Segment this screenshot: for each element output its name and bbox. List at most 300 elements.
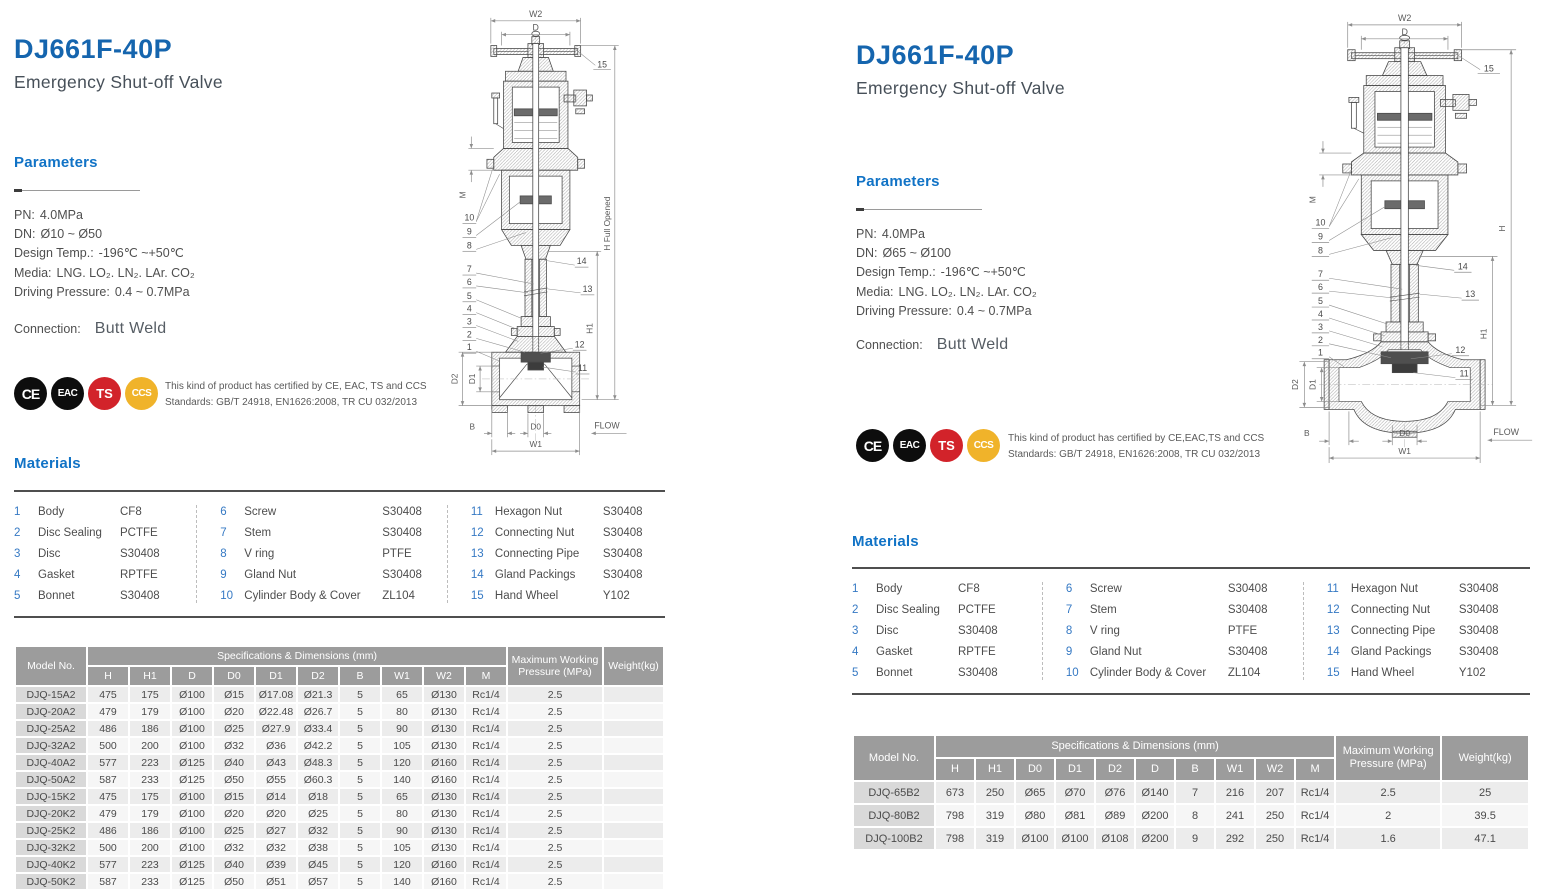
material-item: 6 Screw S30408 bbox=[220, 506, 422, 518]
drawing-label: D bbox=[1401, 26, 1408, 37]
certification-badges bbox=[856, 429, 1000, 462]
col-header-dim: B bbox=[340, 667, 380, 685]
cell-dim: 175 bbox=[130, 687, 170, 702]
col-header-weight: Weight(kg) bbox=[1442, 736, 1528, 780]
cell-dim: 8 bbox=[1176, 805, 1214, 826]
cell-pressure: 2.5 bbox=[1336, 782, 1440, 803]
cell-dim: 587 bbox=[88, 772, 128, 787]
col-header-dim: M bbox=[1296, 759, 1334, 780]
page-title: DJ661F-40P bbox=[14, 34, 173, 64]
drawing-label: 11 bbox=[1459, 368, 1469, 379]
cell-dim: Ø70 bbox=[1056, 782, 1094, 803]
material-item: 15 Hand Wheel Y102 bbox=[1326, 667, 1486, 679]
col-header-dim: W2 bbox=[424, 667, 464, 685]
material-item: 7 Stem S30408 bbox=[220, 527, 422, 539]
material-item: 11 Hexagon Nut S30408 bbox=[1326, 583, 1499, 595]
table-row bbox=[16, 874, 663, 889]
cell-pressure: 2.5 bbox=[508, 874, 602, 889]
cell-dim: Ø43 bbox=[256, 755, 296, 770]
cell-dim: 319 bbox=[976, 805, 1014, 826]
cell-dim: Ø100 bbox=[172, 721, 212, 736]
drawing-label: M bbox=[1307, 196, 1318, 204]
drawing-label: H1 bbox=[1478, 328, 1489, 340]
parameters-heading: Parameters bbox=[856, 173, 940, 190]
cell-weight: 25 bbox=[1442, 782, 1528, 803]
cell-dim: Rc1/4 bbox=[466, 704, 506, 719]
cell-dim: 200 bbox=[130, 738, 170, 753]
cell-weight bbox=[604, 840, 663, 855]
drawing-label: FLOW bbox=[1493, 427, 1520, 438]
cell-dim: Ø32 bbox=[256, 840, 296, 855]
cell-weight bbox=[604, 738, 663, 753]
cell-dim: 140 bbox=[382, 874, 422, 889]
cell-dim: Ø40 bbox=[214, 857, 254, 872]
cell-dim: Ø20 bbox=[256, 806, 296, 821]
cell-dim: Rc1/4 bbox=[1296, 782, 1334, 803]
cell-dim: Ø60.3 bbox=[298, 772, 338, 787]
cell-model: DJQ-32K2 bbox=[16, 840, 86, 855]
valve-drawing bbox=[1287, 8, 1547, 470]
col-header-dim: D1 bbox=[1056, 759, 1094, 780]
cell-dim: 5 bbox=[340, 857, 380, 872]
spec-table-host bbox=[852, 734, 1530, 851]
drawing-label: M bbox=[457, 191, 468, 199]
table-row bbox=[16, 806, 663, 821]
material-item: 10 Cylinder Body & Cover ZL104 bbox=[1065, 667, 1261, 679]
cell-pressure: 2.5 bbox=[508, 687, 602, 702]
drawing-label: D0 bbox=[1399, 428, 1411, 439]
col-header-dim: H bbox=[936, 759, 974, 780]
drawing-label: W1 bbox=[529, 439, 542, 450]
material-item: 12 Connecting Nut S30408 bbox=[1326, 604, 1499, 616]
cell-dim: Ø50 bbox=[214, 874, 254, 889]
cell-dim: 479 bbox=[88, 704, 128, 719]
cell-dim: 140 bbox=[382, 772, 422, 787]
col-header-dim: D bbox=[172, 667, 212, 685]
certification-text: This kind of product has certified by CE,EAC,TS and CCS Standards: GB/T 24918, EN1626:2008, TR CU 032/2013 bbox=[1008, 433, 1265, 460]
page-subtitle: Emergency Shut-off Valve bbox=[856, 78, 1065, 98]
cell-pressure: 2.5 bbox=[508, 840, 602, 855]
connection-line: Connection: Butt Weld bbox=[14, 320, 167, 337]
cell-dim: Ø200 bbox=[1136, 805, 1174, 826]
materials-column bbox=[447, 505, 665, 603]
cell-dim: Ø100 bbox=[172, 823, 212, 838]
cell-dim: Ø15 bbox=[214, 789, 254, 804]
material-item: 5 Bonnet S30408 bbox=[14, 590, 160, 602]
drawing-label: 4 bbox=[466, 303, 472, 314]
cell-dim: Rc1/4 bbox=[466, 738, 506, 753]
col-header-weight: Weight(kg) bbox=[604, 647, 663, 685]
drawing-label: 1 bbox=[1317, 347, 1323, 358]
drawing-label: D0 bbox=[530, 421, 542, 432]
cell-weight bbox=[604, 704, 663, 719]
cell-dim: Ø51 bbox=[256, 874, 296, 889]
cell-dim: 7 bbox=[1176, 782, 1214, 803]
cell-dim: 233 bbox=[130, 772, 170, 787]
cell-dim: Ø130 bbox=[424, 704, 464, 719]
cell-dim: Ø22.48 bbox=[256, 704, 296, 719]
cell-dim: 80 bbox=[382, 704, 422, 719]
cell-dim: 223 bbox=[130, 755, 170, 770]
cell-dim: 5 bbox=[340, 772, 380, 787]
cell-dim: 577 bbox=[88, 755, 128, 770]
cell-dim: Ø130 bbox=[424, 687, 464, 702]
cell-dim: 65 bbox=[382, 687, 422, 702]
material-item: 15 Hand Wheel Y102 bbox=[470, 590, 630, 602]
ts-badge-icon: TS bbox=[88, 377, 121, 410]
drawing-label: B bbox=[469, 421, 476, 432]
col-header-dim: W1 bbox=[382, 667, 422, 685]
cell-weight bbox=[604, 789, 663, 804]
param-line: DN: Ø65 ~ Ø100 bbox=[856, 246, 951, 261]
cell-dim: 200 bbox=[130, 840, 170, 855]
cell-weight bbox=[604, 772, 663, 787]
drawing-label: 5 bbox=[466, 290, 472, 301]
col-header-dim: M bbox=[466, 667, 506, 685]
table-row bbox=[16, 721, 663, 736]
cell-dim: 673 bbox=[936, 782, 974, 803]
cell-dim: Ø100 bbox=[172, 806, 212, 821]
param-line: Driving Pressure: 0.4 ~ 0.7MPa bbox=[14, 284, 190, 299]
cell-dim: Ø100 bbox=[172, 789, 212, 804]
cell-dim: 9 bbox=[1176, 828, 1214, 849]
cell-dim: Ø21.3 bbox=[298, 687, 338, 702]
cell-weight: 47.1 bbox=[1442, 828, 1528, 849]
table-row bbox=[16, 738, 663, 753]
cell-dim: 250 bbox=[1256, 805, 1294, 826]
drawing-label: 6 bbox=[1317, 282, 1323, 293]
cell-dim: 5 bbox=[340, 721, 380, 736]
drawing-label: W2 bbox=[529, 8, 543, 19]
cell-dim: Ø57 bbox=[298, 874, 338, 889]
cell-weight bbox=[604, 857, 663, 872]
table-row bbox=[16, 687, 663, 702]
cell-weight bbox=[604, 687, 663, 702]
material-item: 2 Disc Sealing PCTFE bbox=[14, 527, 158, 539]
cell-model: DJQ-50K2 bbox=[16, 874, 86, 889]
drawing-label: 2 bbox=[1317, 334, 1323, 345]
cell-dim: Ø160 bbox=[424, 874, 464, 889]
cell-dim: Ø65 bbox=[1016, 782, 1054, 803]
col-header-dim: B bbox=[1176, 759, 1214, 780]
cell-dim: Ø25 bbox=[298, 806, 338, 821]
cell-dim: Rc1/4 bbox=[466, 840, 506, 855]
cell-dim: Ø42.2 bbox=[298, 738, 338, 753]
materials-list bbox=[852, 567, 1530, 695]
materials-column bbox=[196, 505, 447, 603]
col-header-model: Model No. bbox=[16, 647, 86, 685]
col-header-group: Specifications & Dimensions (mm) bbox=[936, 736, 1334, 757]
cell-dim: 250 bbox=[1256, 828, 1294, 849]
cell-dim: Ø200 bbox=[1136, 828, 1174, 849]
drawing-label: D1 bbox=[467, 373, 478, 385]
cell-dim: 105 bbox=[382, 840, 422, 855]
material-item: 4 Gasket RPTFE bbox=[852, 646, 996, 658]
cell-dim: Ø80 bbox=[1016, 805, 1054, 826]
cell-pressure: 2.5 bbox=[508, 789, 602, 804]
cell-pressure: 2.5 bbox=[508, 738, 602, 753]
cell-dim: Ø100 bbox=[172, 738, 212, 753]
drawing-label: 3 bbox=[1317, 321, 1323, 332]
material-item: 13 Connecting Pipe S30408 bbox=[1326, 625, 1499, 637]
cell-dim: 223 bbox=[130, 857, 170, 872]
cell-dim: 105 bbox=[382, 738, 422, 753]
cell-dim: 479 bbox=[88, 806, 128, 821]
param-line: PN: 4.0MPa bbox=[856, 227, 925, 241]
col-header-dim: D1 bbox=[256, 667, 296, 685]
drawing-label: 9 bbox=[1317, 231, 1323, 242]
param-line: Media: LNG. LO₂. LN₂. LAr. CO₂ bbox=[14, 265, 195, 280]
cell-model: DJQ-40A2 bbox=[16, 755, 86, 770]
materials-column bbox=[14, 505, 196, 603]
cell-dim: Ø130 bbox=[424, 789, 464, 804]
cell-dim: Ø32 bbox=[214, 738, 254, 753]
cell-dim: 186 bbox=[130, 721, 170, 736]
drawing-label: 7 bbox=[1317, 269, 1323, 280]
cell-dim: Rc1/4 bbox=[466, 823, 506, 838]
material-item: 8 V ring PTFE bbox=[1065, 625, 1258, 637]
cell-model: DJQ-32A2 bbox=[16, 738, 86, 753]
material-item: 1 Body CF8 bbox=[14, 506, 142, 518]
cell-dim: 587 bbox=[88, 874, 128, 889]
table-row bbox=[16, 755, 663, 770]
valve-drawing bbox=[443, 4, 648, 464]
cell-dim: 207 bbox=[1256, 782, 1294, 803]
cell-dim: Ø100 bbox=[172, 704, 212, 719]
drawing-label: D2 bbox=[1290, 379, 1301, 390]
material-item: 4 Gasket RPTFE bbox=[14, 569, 158, 581]
cell-pressure: 2.5 bbox=[508, 857, 602, 872]
cell-dim: Ø33.4 bbox=[298, 721, 338, 736]
drawing-label: 15 bbox=[1483, 63, 1494, 74]
cell-model: DJQ-65B2 bbox=[854, 782, 934, 803]
cell-dim: 120 bbox=[382, 857, 422, 872]
material-item: 2 Disc Sealing PCTFE bbox=[852, 604, 996, 616]
drawing-label: 4 bbox=[1317, 308, 1323, 319]
page-subtitle: Emergency Shut-off Valve bbox=[14, 72, 223, 92]
drawing-label: 5 bbox=[1317, 296, 1323, 307]
param-line: Media: LNG. LO₂. LN₂. LAr. CO₂ bbox=[856, 284, 1037, 299]
eac-badge-icon: EAC bbox=[51, 377, 84, 410]
material-item: 14 Gland Packings S30408 bbox=[1326, 646, 1499, 658]
cell-dim: 798 bbox=[936, 805, 974, 826]
cell-dim: 292 bbox=[1216, 828, 1254, 849]
cell-pressure: 2.5 bbox=[508, 772, 602, 787]
ts-badge-icon: TS bbox=[930, 429, 963, 462]
cell-dim: Rc1/4 bbox=[466, 806, 506, 821]
certification-badges bbox=[14, 377, 158, 410]
cell-dim: 5 bbox=[340, 704, 380, 719]
cell-dim: Rc1/4 bbox=[466, 857, 506, 872]
material-item: 3 Disc S30408 bbox=[14, 548, 160, 560]
cell-dim: Ø140 bbox=[1136, 782, 1174, 803]
cell-dim: Ø36 bbox=[256, 738, 296, 753]
cell-dim: 5 bbox=[340, 789, 380, 804]
param-line: Design Temp.: -196℃ ~+50℃ bbox=[14, 246, 184, 261]
cell-dim: Ø89 bbox=[1096, 805, 1134, 826]
drawing-label: 15 bbox=[597, 59, 608, 70]
cell-pressure: 2.5 bbox=[508, 704, 602, 719]
cell-dim: 250 bbox=[976, 782, 1014, 803]
table-row bbox=[854, 805, 1528, 826]
cell-dim: 319 bbox=[976, 828, 1014, 849]
cell-dim: Ø25 bbox=[214, 721, 254, 736]
drawing-label: 9 bbox=[466, 226, 472, 237]
cell-dim: Ø39 bbox=[256, 857, 296, 872]
drawing-label: 10 bbox=[464, 212, 475, 223]
cell-pressure: 2.5 bbox=[508, 755, 602, 770]
cell-pressure: 2.5 bbox=[508, 806, 602, 821]
materials-list bbox=[14, 490, 665, 618]
col-header-pressure: Maximum Working Pressure (MPa) bbox=[508, 647, 602, 685]
table-row bbox=[854, 782, 1528, 803]
drawing-label: 2 bbox=[466, 329, 472, 340]
drawing-label: 7 bbox=[466, 264, 472, 275]
cell-dim: Ø130 bbox=[424, 840, 464, 855]
cell-dim: Rc1/4 bbox=[466, 789, 506, 804]
material-item: 9 Gland Nut S30408 bbox=[220, 569, 422, 581]
drawing-label: H Full Opened bbox=[601, 196, 612, 251]
cell-weight bbox=[604, 806, 663, 821]
cell-weight bbox=[604, 874, 663, 889]
parameters-list bbox=[856, 225, 1037, 321]
cell-dim: Ø26.7 bbox=[298, 704, 338, 719]
material-item: 1 Body CF8 bbox=[852, 583, 980, 595]
materials-column bbox=[1042, 582, 1303, 680]
cell-dim: Ø20 bbox=[214, 806, 254, 821]
param-line: DN: Ø10 ~ Ø50 bbox=[14, 227, 103, 242]
drawing-label: 13 bbox=[582, 283, 593, 294]
ce-badge-icon: CE bbox=[14, 377, 47, 410]
cell-pressure: 2.5 bbox=[508, 823, 602, 838]
col-header-dim: D0 bbox=[214, 667, 254, 685]
material-item: 9 Gland Nut S30408 bbox=[1065, 646, 1268, 658]
drawing-label: 6 bbox=[466, 276, 472, 287]
cell-dim: Ø32 bbox=[214, 840, 254, 855]
cell-dim: 475 bbox=[88, 687, 128, 702]
cell-dim: Ø81 bbox=[1056, 805, 1094, 826]
spec-table-host bbox=[14, 645, 665, 891]
col-header-model: Model No. bbox=[854, 736, 934, 780]
drawing-label: W2 bbox=[1397, 12, 1412, 23]
cell-dim: 5 bbox=[340, 840, 380, 855]
cell-dim: Ø100 bbox=[172, 840, 212, 855]
materials-heading: Materials bbox=[852, 533, 919, 550]
page-title: DJ661F-40P bbox=[856, 40, 1015, 70]
drawing-label: H1 bbox=[584, 323, 595, 334]
cell-dim: Ø25 bbox=[214, 823, 254, 838]
cell-dim: Ø130 bbox=[424, 806, 464, 821]
table-row bbox=[16, 857, 663, 872]
cell-dim: Rc1/4 bbox=[466, 687, 506, 702]
cell-dim: 577 bbox=[88, 857, 128, 872]
drawing-label: 3 bbox=[466, 316, 472, 327]
cell-dim: Ø15 bbox=[214, 687, 254, 702]
cell-pressure: 1.6 bbox=[1336, 828, 1440, 849]
material-item: 14 Gland Packings S30408 bbox=[470, 569, 643, 581]
spec-table bbox=[852, 734, 1530, 851]
cell-model: DJQ-80B2 bbox=[854, 805, 934, 826]
connection-line: Connection: Butt Weld bbox=[856, 336, 1009, 353]
cell-dim: 241 bbox=[1216, 805, 1254, 826]
cell-dim: Ø130 bbox=[424, 823, 464, 838]
drawing-label: B bbox=[1304, 428, 1310, 439]
table-row bbox=[16, 772, 663, 787]
material-item: 10 Cylinder Body & Cover ZL104 bbox=[220, 590, 415, 602]
cell-dim: 486 bbox=[88, 823, 128, 838]
cell-dim: 5 bbox=[340, 874, 380, 889]
cell-dim: Ø100 bbox=[1016, 828, 1054, 849]
cell-dim: 186 bbox=[130, 823, 170, 838]
cell-dim: Ø32 bbox=[298, 823, 338, 838]
parameters-list bbox=[14, 206, 195, 302]
cell-dim: Ø125 bbox=[172, 857, 212, 872]
cell-dim: Ø130 bbox=[424, 738, 464, 753]
param-line: Driving Pressure: 0.4 ~ 0.7MPa bbox=[856, 303, 1032, 318]
col-header-dim: W2 bbox=[1256, 759, 1294, 780]
cell-dim: Ø100 bbox=[1056, 828, 1094, 849]
drawing-label: 1 bbox=[466, 342, 472, 353]
ccs-badge-icon: CCS bbox=[125, 377, 158, 410]
cell-dim: Ø130 bbox=[424, 721, 464, 736]
cell-dim: 216 bbox=[1216, 782, 1254, 803]
col-header-dim: H1 bbox=[130, 667, 170, 685]
drawing-label: D1 bbox=[1307, 379, 1318, 390]
cell-pressure: 2 bbox=[1336, 805, 1440, 826]
table-row bbox=[16, 840, 663, 855]
drawing-label: 10 bbox=[1315, 217, 1326, 228]
param-line: PN: 4.0MPa bbox=[14, 208, 83, 222]
cell-model: DJQ-50A2 bbox=[16, 772, 86, 787]
cell-dim: 5 bbox=[340, 823, 380, 838]
cell-model: DJQ-15A2 bbox=[16, 687, 86, 702]
table-row bbox=[16, 789, 663, 804]
cell-model: DJQ-100B2 bbox=[854, 828, 934, 849]
drawing-label: 8 bbox=[1317, 245, 1323, 256]
cell-dim: Ø14 bbox=[256, 789, 296, 804]
drawing-label: 8 bbox=[466, 240, 472, 251]
cell-model: DJQ-20A2 bbox=[16, 704, 86, 719]
cell-dim: 798 bbox=[936, 828, 974, 849]
cell-dim: Ø20 bbox=[214, 704, 254, 719]
cell-model: DJQ-25A2 bbox=[16, 721, 86, 736]
cell-dim: Ø50 bbox=[214, 772, 254, 787]
cell-dim: Ø45 bbox=[298, 857, 338, 872]
col-header-dim: H1 bbox=[976, 759, 1014, 780]
cell-dim: Ø108 bbox=[1096, 828, 1134, 849]
materials-heading: Materials bbox=[14, 455, 81, 472]
cell-dim: Ø125 bbox=[172, 874, 212, 889]
cell-dim: Ø160 bbox=[424, 755, 464, 770]
cell-dim: 475 bbox=[88, 789, 128, 804]
cell-weight bbox=[604, 755, 663, 770]
col-header-dim: D2 bbox=[298, 667, 338, 685]
drawing-label: 13 bbox=[1465, 289, 1476, 300]
cell-dim: Ø55 bbox=[256, 772, 296, 787]
ccs-badge-icon: CCS bbox=[967, 429, 1000, 462]
cell-dim: Ø27.9 bbox=[256, 721, 296, 736]
cell-dim: 120 bbox=[382, 755, 422, 770]
cell-dim: Ø38 bbox=[298, 840, 338, 855]
material-item: 13 Connecting Pipe S30408 bbox=[470, 548, 643, 560]
drawing-label: 11 bbox=[578, 362, 588, 374]
drawing-label: D bbox=[532, 22, 539, 33]
cell-weight bbox=[604, 721, 663, 736]
heading-rule bbox=[858, 209, 982, 210]
col-header-pressure: Maximum Working Pressure (MPa) bbox=[1336, 736, 1440, 780]
cell-dim: Ø27 bbox=[256, 823, 296, 838]
cell-model: DJQ-40K2 bbox=[16, 857, 86, 872]
